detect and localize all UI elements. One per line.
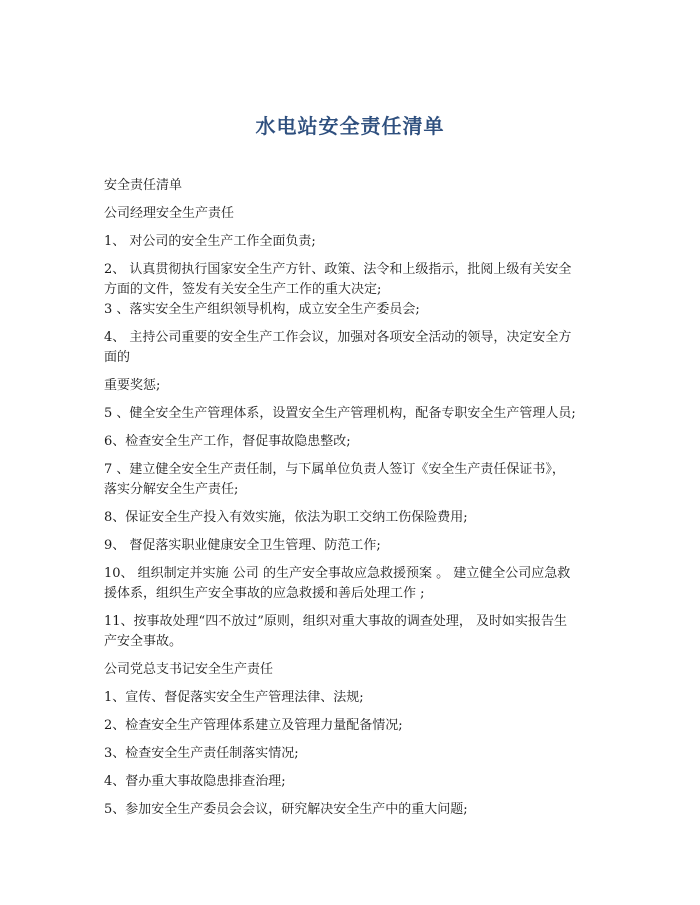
paragraph-line: 安全责任清单 — [104, 178, 183, 193]
paragraph — [104, 744, 604, 764]
paragraph — [104, 404, 604, 424]
paragraph-line: 重要奖惩; — [104, 378, 161, 393]
paragraph — [104, 460, 604, 500]
paragraph — [104, 660, 604, 680]
paragraph-line: 3 、落实安全生产组织领导机构，成立安全生产委员会; — [104, 302, 420, 317]
paragraph — [104, 204, 604, 224]
paragraph-line: 公司经理安全生产责任 — [104, 206, 235, 221]
paragraph — [104, 612, 604, 652]
paragraph — [104, 300, 604, 320]
paragraph-line: 7 、建立健全安全生产责任制，与下属单位负责人签订《安全生产责任保证书》， — [104, 462, 565, 477]
paragraph-line: 公司党总支书记安全生产责任 — [104, 662, 274, 677]
paragraph — [104, 176, 604, 196]
paragraph-line: 6、检查安全生产工作，督促事故隐患整改; — [104, 434, 351, 449]
paragraph — [104, 376, 604, 396]
paragraph — [104, 536, 604, 556]
paragraph — [104, 260, 604, 300]
paragraph-line: 2、检查安全生产管理体系建立及管理力量配备情况; — [104, 718, 403, 733]
document-title: 水电站安全责任清单 — [255, 114, 445, 138]
paragraph-line: 5 、健全安全生产管理体系，设置安全生产管理机构，配备专职安全生产管理人员; — [104, 406, 576, 421]
paragraph — [104, 432, 604, 452]
paragraph-line: 落实分解安全生产责任; — [104, 482, 239, 497]
paragraph — [104, 564, 604, 604]
paragraph-line: 10、 组织制定并实施 公司 的生产安全事故应急救援预案 。 建立健全公司应急救 — [104, 566, 571, 581]
paragraph — [104, 328, 604, 368]
paragraph-line: 1、 对公司的安全生产工作全面负责; — [104, 234, 316, 249]
paragraph-line: 方面的文件，签发有关安全生产工作的重大决定; — [104, 282, 382, 297]
paragraph-line: 4、 主持公司重要的安全生产工作会议，加强对各项安全活动的领导，决定安全方 — [104, 330, 572, 345]
paragraph-line: 3、检查安全生产责任制落实情况; — [104, 746, 299, 761]
paragraph-line: 产安全事故。 — [104, 634, 183, 649]
paragraph-line: 8、保证安全生产投入有效实施，依法为职工交纳工伤保险费用; — [104, 510, 468, 525]
document-body — [104, 176, 604, 828]
paragraph-line: 9、 督促落实职业健康安全卫生管理、防范工作; — [104, 538, 381, 553]
paragraph — [104, 772, 604, 792]
paragraph — [104, 800, 604, 820]
paragraph-line: 面的 — [104, 350, 131, 365]
paragraph-line: 2、 认真贯彻执行国家安全生产方针、政策、法令和上级指示，批阅上级有关安全 — [104, 262, 572, 277]
paragraph-line: 11、按事故处理“四不放过”原则，组织对重大事故的调查处理， 及时如实报告生 — [104, 614, 567, 629]
paragraph-line: 5、参加安全生产委员会会议，研究解决安全生产中的重大问题; — [104, 802, 468, 817]
paragraph-line: 援体系，组织生产安全事故的应急救援和善后处理工作 ; — [104, 586, 425, 601]
paragraph — [104, 232, 604, 252]
paragraph-line: 1、宣传、督促落实安全生产管理法律、法规; — [104, 690, 364, 705]
paragraph — [104, 688, 604, 708]
paragraph — [104, 508, 604, 528]
paragraph-line: 4、督办重大事故隐患排查治理; — [104, 774, 286, 789]
paragraph — [104, 716, 604, 736]
